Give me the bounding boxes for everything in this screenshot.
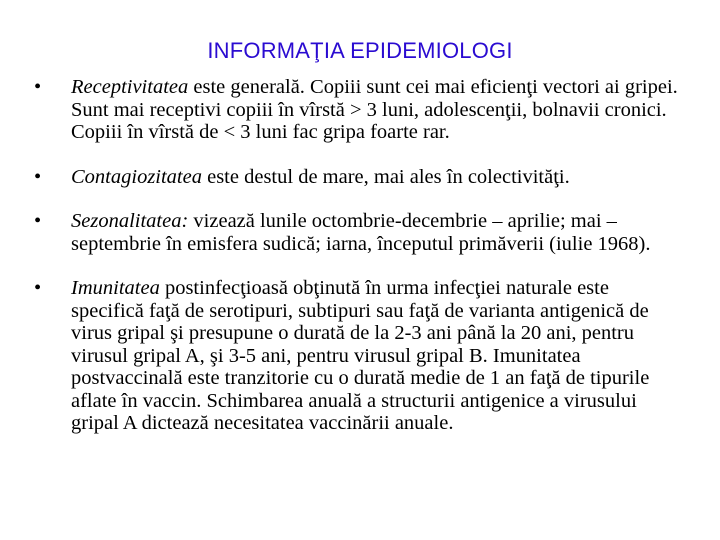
bullet-receptivitatea (34, 76, 684, 144)
bullet-term: Imunitatea (71, 277, 160, 299)
bullet-dot-icon: • (34, 76, 42, 98)
bullet-text: vizează lunile octombrie-decembrie – aprilie; mai – septembrie în emisfera sudică; iarna, începutul primăverii (iulie 1968). (71, 210, 651, 255)
bullet-contagiozitatea (34, 166, 684, 189)
bullet-list (34, 76, 684, 457)
bullet-sezonalitatea (34, 210, 684, 255)
bullet-dot-icon: • (34, 277, 42, 299)
bullet-text: postinfecţioasă obţinută în urma infecţiei naturale este specifică faţă de serotipuri, subtipuri sau faţă de varianta antigenică de virus gripal şi presupune o durată de la 2-3 ani până la 20 ani, pentru virusul gripal A, şi 3-5 ani, pentru virusul gripal B. Imunitatea postvaccinală este tranzitorie cu o durată medie de 1 an faţă de tipurile aflate în vaccin. Schimbarea anuală a structurii antigenice a virusului gripal A dictează necesitatea vaccinării anuale. (71, 277, 650, 434)
bullet-dot-icon: • (34, 165, 42, 188)
bullet-imunitatea (34, 277, 684, 435)
slide-title: INFORMAŢIA EPIDEMIOLOGI (207, 38, 513, 63)
bullet-text: este destul de mare, mai ales în colectivităţi. (201, 165, 570, 188)
bullet-text: este generală. Copiii sunt cei mai eficienţi vectori ai gripei. Sunt mai receptivi copiii în vîrstă > 3 luni, adolescenţii, bolnavii cronici. Copiii în vîrstă de < 3 luni fac gripa foarte rar. (71, 76, 678, 143)
bullet-term: Receptivitatea (71, 76, 189, 98)
bullet-term: Sezonalitatea: (71, 210, 189, 232)
bullet-dot-icon: • (34, 210, 42, 232)
bullet-term: Contagiozitatea (71, 165, 202, 188)
